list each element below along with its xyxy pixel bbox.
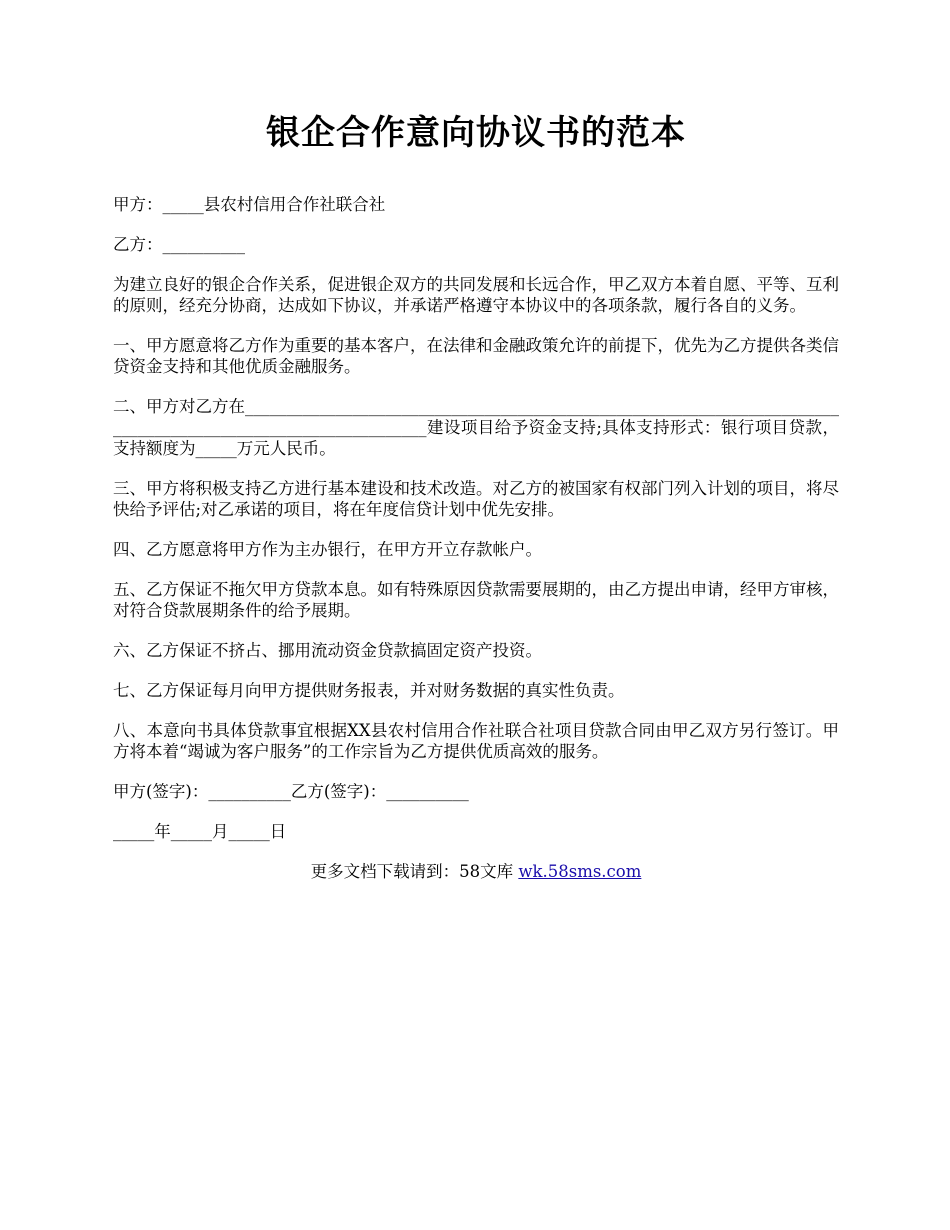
signature-line: 甲方(签字)：__________乙方(签字)：__________ [113,782,469,801]
party-a-line: 甲方：_____县农村信用合作社联合社 [113,195,386,214]
date-line: _____年_____月_____日 [113,822,287,841]
clause-7: 七、乙方保证每月向甲方提供财务报表，并对财务数据的真实性负责。 [113,681,625,700]
clause-8: 八、本意向书具体贷款事宜根据XX县农村信用合作社联合社项目贷款合同由甲乙双方另行签订。甲方将本着“竭诚为客户服务”的工作宗旨为乙方提供优质高效的服务。 [113,721,839,761]
footer-link[interactable]: wk.58sms.com [518,862,642,881]
preamble-paragraph: 为建立良好的银企合作关系，促进银企双方的共同发展和长远合作，甲乙双方本着自愿、平等、互利的原则，经充分协商，达成如下协议，并承诺严格遵守本协议中的各项条款，履行各自的义务。 [113,275,839,315]
clause-2: 二、甲方对乙方在______________________________________________________________________________________________________________建设项目给予资金支持;具体支持形式：银行项目贷款，支持额度为_____万元人民币。 [113,397,839,458]
clause-1: 一、甲方愿意将乙方作为重要的基本客户，在法律和金融政策允许的前提下，优先为乙方提供各类信贷资金支持和其他优质金融服务。 [113,336,839,376]
party-b-line: 乙方：__________ [113,235,245,254]
clause-5: 五、乙方保证不拖欠甲方贷款本息。如有特殊原因贷款需要展期的，由乙方提出申请，经甲方审核，对符合贷款展期条件的给予展期。 [113,580,839,620]
clause-6: 六、乙方保证不挤占、挪用流动资金贷款搞固定资产投资。 [113,641,542,660]
document-page [113,110,839,883]
document-title: 银企合作意向协议书的范本 [266,113,686,153]
clause-4: 四、乙方愿意将甲方作为主办银行，在甲方开立存款帐户。 [113,540,542,559]
footer-prefix: 更多文档下载请到：58文库 [310,862,519,881]
download-footer [113,861,839,883]
clause-3: 三、甲方将积极支持乙方进行基本建设和技术改造。对乙方的被国家有权部门列入计划的项目，将尽快给予评估;对乙承诺的项目，将在年度信贷计划中优先安排。 [113,479,839,519]
